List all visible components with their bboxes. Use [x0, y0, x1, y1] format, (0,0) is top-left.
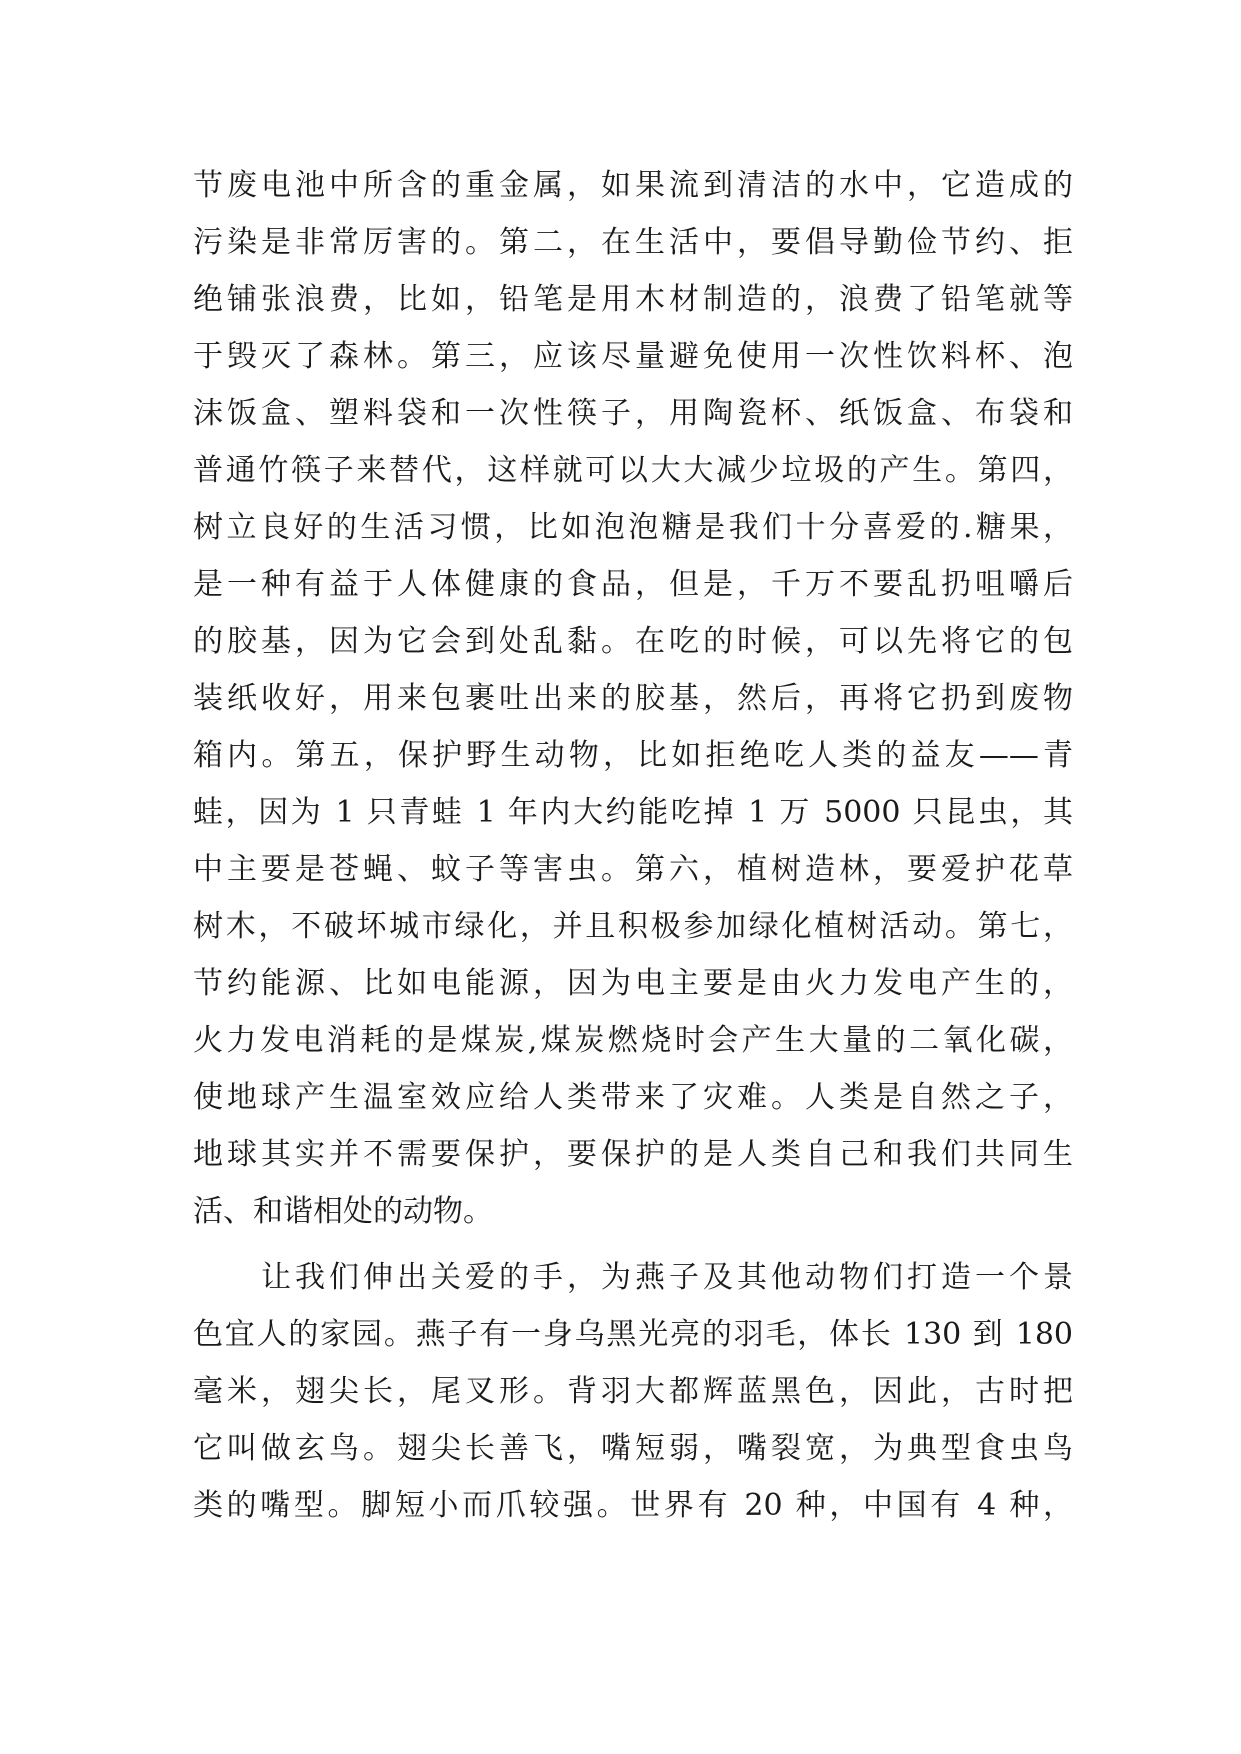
text-line: 毫米，翅尖长，尾叉形。背羽大都辉蓝黑色，因此，古时把: [193, 1374, 1073, 1409]
text-line: 于毁灭了森林。第三，应该尽量避免使用一次性饮料杯、泡: [193, 339, 1073, 374]
text-line: 的胶基，因为它会到处乱黏。在吃的时候，可以先将它的包: [193, 624, 1073, 659]
text-line: 箱内。第五，保护野生动物，比如拒绝吃人类的益友——青: [193, 738, 1073, 773]
text-line: 色宜人的家园。燕子有一身乌黑光亮的羽毛，体长 130 到 180: [193, 1317, 1073, 1352]
text-line: 是一种有益于人体健康的食品，但是，千万不要乱扔咀嚼后: [193, 567, 1073, 602]
text-line: 污染是非常厉害的。第二，在生活中，要倡导勤俭节约、拒: [193, 225, 1073, 260]
paragraph-spacing: [193, 1240, 1073, 1249]
text-line: 中主要是苍蝇、蚊子等害虫。第六，植树造林，要爱护花草: [193, 852, 1073, 887]
text-line: 地球其实并不需要保护，要保护的是人类自己和我们共同生: [193, 1137, 1073, 1172]
text-line: 它叫做玄鸟。翅尖长善飞，嘴短弱，嘴裂宽，为典型食虫鸟: [193, 1431, 1073, 1466]
text-line: 树木，不破坏城市绿化，并且积极参加绿化植树活动。第七，: [193, 909, 1073, 944]
body-text: [193, 157, 1073, 1534]
text-line: 火力发电消耗的是煤炭,煤炭燃烧时会产生大量的二氧化碳，: [193, 1023, 1073, 1058]
text-line: 活、和谐相处的动物。: [193, 1194, 493, 1229]
paragraph-1: [193, 157, 1073, 1240]
text-line: 装纸收好，用来包裹吐出来的胶基，然后，再将它扔到废物: [193, 681, 1073, 716]
text-line: 节约能源、比如电能源，因为电主要是由火力发电产生的，: [193, 966, 1073, 1001]
text-line: 节废电池中所含的重金属，如果流到清洁的水中，它造成的: [193, 168, 1073, 203]
text-line: 使地球产生温室效应给人类带来了灾难。人类是自然之子，: [193, 1080, 1073, 1115]
text-line: 绝铺张浪费，比如，铅笔是用木材制造的，浪费了铅笔就等: [193, 282, 1073, 317]
text-line: 树立良好的生活习惯，比如泡泡糖是我们十分喜爱的.糖果，: [193, 510, 1073, 545]
paragraph-2: [193, 1249, 1073, 1534]
text-line: 普通竹筷子来替代，这样就可以大大减少垃圾的产生。第四，: [193, 453, 1073, 488]
text-line: 让我们伸出关爱的手，为燕子及其他动物们打造一个景: [193, 1260, 1073, 1295]
text-line: 类的嘴型。脚短小而爪较强。世界有 20 种，中国有 4 种，: [193, 1488, 1073, 1523]
text-line: 沫饭盒、塑料袋和一次性筷子，用陶瓷杯、纸饭盒、布袋和: [193, 396, 1073, 431]
text-line: 蛙，因为 1 只青蛙 1 年内大约能吃掉 1 万 5000 只昆虫，其: [193, 795, 1073, 830]
